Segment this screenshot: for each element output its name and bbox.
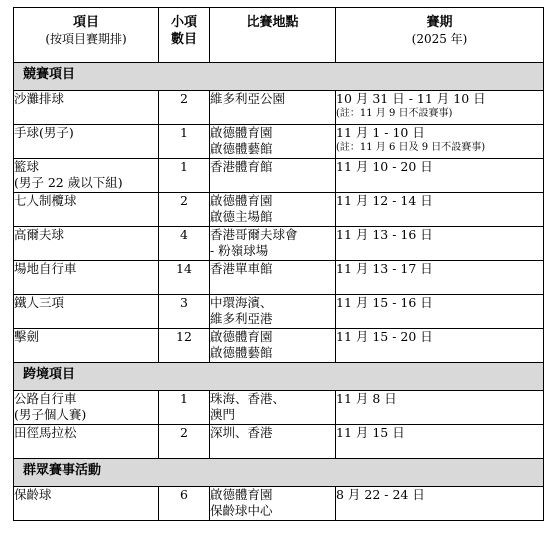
venue-line: 啟德主場館	[210, 209, 273, 224]
table-row	[14, 91, 544, 125]
event-count: 4	[180, 227, 188, 242]
event-name-cell	[14, 295, 159, 329]
venue-line: 澳門	[210, 407, 236, 422]
event-name-cell	[14, 159, 159, 193]
event-name-line: (男子 22 歲以下組)	[14, 175, 123, 190]
event-name-line: 沙灘排球	[14, 91, 65, 106]
header-venue-label: 比賽地點	[246, 15, 299, 30]
event-name-cell	[14, 125, 159, 159]
period-date: 10 月 31 日 - 11 月 10 日	[336, 91, 486, 106]
event-name-cell	[14, 329, 159, 363]
event-count-cell	[159, 261, 210, 295]
header-period-sub: (2025 年)	[411, 32, 468, 46]
event-count: 14	[176, 261, 192, 276]
section-title: 跨境項目	[14, 363, 544, 391]
venue-cell	[210, 159, 336, 193]
table-body	[14, 63, 544, 521]
event-schedule-table	[13, 7, 544, 521]
period-note: (註：11 月 6 日及 9 日不設賽事)	[336, 142, 486, 153]
venue-line: 維多利亞港	[210, 311, 273, 326]
period-date: 11 月 12 - 14 日	[336, 193, 433, 208]
venue-cell	[210, 91, 336, 125]
venue-cell	[210, 125, 336, 159]
period-date: 11 月 15 日	[336, 425, 405, 440]
period-cell	[336, 91, 544, 125]
event-count-cell	[159, 425, 210, 459]
period-date: 11 月 1 - 10 日	[336, 125, 425, 140]
table-row	[14, 227, 544, 261]
event-name-line: 田徑馬拉松	[14, 425, 77, 440]
venue-cell	[210, 329, 336, 363]
header-count	[159, 8, 210, 63]
event-name-line: 鐵人三項	[14, 295, 65, 310]
event-count-cell	[159, 159, 210, 193]
event-count: 12	[176, 329, 192, 344]
section-title: 競賽項目	[14, 63, 544, 91]
event-count-cell	[159, 487, 210, 521]
table-row	[14, 487, 544, 521]
event-name-line: 擊劍	[14, 329, 40, 344]
period-date: 11 月 8 日	[336, 391, 397, 406]
period-note: (註：11 月 9 日不設賽事)	[336, 108, 453, 119]
event-count: 1	[180, 159, 188, 174]
event-count: 2	[180, 193, 188, 208]
table-row	[14, 193, 544, 227]
header-count-line2: 數目	[170, 32, 197, 47]
event-name-cell	[14, 91, 159, 125]
venue-line: 中環海濱、	[210, 295, 273, 310]
period-date: 8 月 22 - 24 日	[336, 487, 425, 502]
period-cell	[336, 425, 544, 459]
header-item-sub: (按項目賽期排)	[45, 32, 127, 46]
event-name-cell	[14, 261, 159, 295]
event-name-cell	[14, 487, 159, 521]
header-count-line1: 小項	[170, 15, 197, 30]
period-cell	[336, 159, 544, 193]
header-venue	[210, 8, 336, 63]
period-date: 11 月 13 - 16 日	[336, 227, 433, 242]
venue-cell	[210, 227, 336, 261]
period-cell	[336, 329, 544, 363]
venue-line: 維多利亞公園	[210, 91, 286, 106]
event-count-cell	[159, 227, 210, 261]
event-count-cell	[159, 391, 210, 425]
header-period	[336, 8, 544, 63]
table-row	[14, 295, 544, 329]
table-row	[14, 391, 544, 425]
venue-cell	[210, 261, 336, 295]
event-name-line: 手球(男子)	[14, 125, 74, 140]
event-name-line: 籃球	[14, 159, 40, 174]
table-row	[14, 125, 544, 159]
period-cell	[336, 193, 544, 227]
event-count-cell	[159, 295, 210, 329]
venue-cell	[210, 487, 336, 521]
venue-cell	[210, 425, 336, 459]
period-cell	[336, 125, 544, 159]
venue-line: 香港哥爾夫球會	[210, 227, 298, 242]
period-cell	[336, 295, 544, 329]
event-count: 2	[180, 425, 188, 440]
venue-line: 深圳、香港	[210, 425, 273, 440]
venue-line: 啟德體育園	[210, 193, 273, 208]
event-name-line: 高爾夫球	[14, 227, 65, 242]
table-row	[14, 329, 544, 363]
venue-line: 香港體育館	[210, 159, 273, 174]
venue-cell	[210, 391, 336, 425]
period-cell	[336, 391, 544, 425]
event-count-cell	[159, 125, 210, 159]
event-name-cell	[14, 391, 159, 425]
event-count: 6	[180, 487, 188, 502]
table-header-row	[14, 8, 544, 63]
event-count-cell	[159, 91, 210, 125]
header-item	[14, 8, 159, 63]
period-date: 11 月 10 - 20 日	[336, 159, 433, 174]
event-count: 3	[180, 295, 188, 310]
section-header-row	[14, 459, 544, 487]
header-period-label: 賽期	[426, 15, 453, 30]
period-cell	[336, 227, 544, 261]
event-name-cell	[14, 193, 159, 227]
venue-line: 保齡球中心	[210, 503, 273, 518]
event-name-cell	[14, 425, 159, 459]
period-date: 11 月 15 - 20 日	[336, 329, 433, 344]
section-header-row	[14, 63, 544, 91]
event-name-line: 保齡球	[14, 487, 52, 502]
period-cell	[336, 261, 544, 295]
venue-cell	[210, 295, 336, 329]
section-title: 群眾賽事活動	[14, 459, 544, 487]
event-count: 1	[180, 125, 188, 140]
event-count: 1	[180, 391, 188, 406]
venue-line: - 粉嶺球場	[210, 243, 269, 258]
header-item-label: 項目	[72, 15, 99, 30]
event-count: 2	[180, 91, 188, 106]
period-date: 11 月 15 - 16 日	[336, 295, 433, 310]
venue-line: 香港單車館	[210, 261, 273, 276]
event-name-line: 場地自行車	[14, 261, 77, 276]
venue-line: 啟德體育園	[210, 487, 273, 502]
period-date: 11 月 13 - 17 日	[336, 261, 433, 276]
table-row	[14, 159, 544, 193]
venue-line: 啟德體育園	[210, 125, 273, 140]
table-row	[14, 261, 544, 295]
venue-cell	[210, 193, 336, 227]
period-cell	[336, 487, 544, 521]
event-count-cell	[159, 329, 210, 363]
event-name-line: 公路自行車	[14, 391, 77, 406]
venue-line: 珠海、香港、	[210, 391, 286, 406]
event-count-cell	[159, 193, 210, 227]
section-header-row	[14, 363, 544, 391]
venue-line: 啟德體藝館	[210, 141, 273, 156]
event-name-cell	[14, 227, 159, 261]
table-row	[14, 425, 544, 459]
event-name-line: 七人制欖球	[14, 193, 77, 208]
venue-line: 啟德體育園	[210, 329, 273, 344]
event-name-line: (男子個人賽)	[14, 407, 87, 422]
venue-line: 啟德體藝館	[210, 345, 273, 360]
